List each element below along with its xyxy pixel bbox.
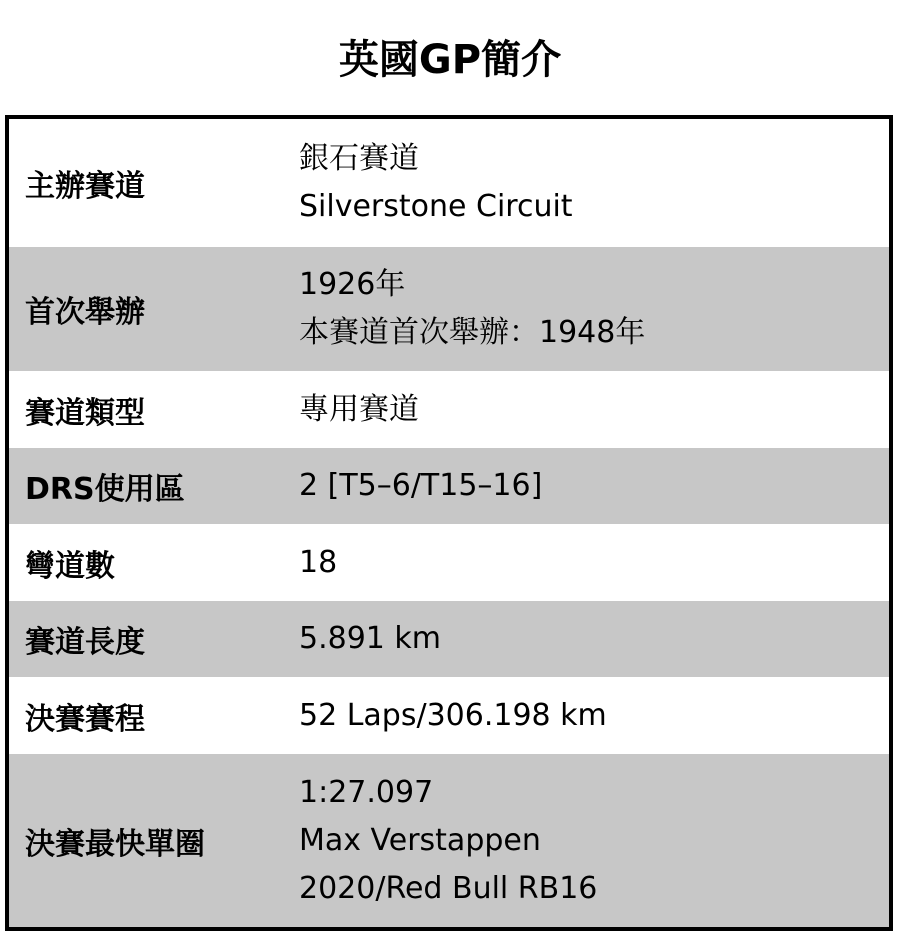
value-line: Max Verstappen	[299, 822, 541, 858]
row-value	[281, 615, 889, 663]
row-value	[281, 462, 889, 510]
value-line: 5.891 km	[299, 621, 442, 656]
value-line: 18	[299, 544, 338, 580]
value-line: 1:27.097	[299, 774, 434, 810]
row-label: 彎道數	[25, 548, 115, 584]
table-row-race-distance	[9, 677, 889, 754]
row-value	[281, 261, 889, 357]
table-row-corners	[9, 524, 889, 601]
row-label: 賽道長度	[25, 625, 145, 660]
row-label: 首次舉辦	[25, 295, 145, 330]
row-value	[281, 135, 889, 231]
table-row-circuit-length	[9, 601, 889, 677]
table-row-fastest-lap	[9, 754, 889, 927]
value-line: 本賽道首次舉辦：1948年	[299, 315, 646, 350]
table-row-drs-zones	[9, 448, 889, 524]
value-line: 2020/Red Bull RB16	[299, 870, 598, 906]
value-line: 1926年	[299, 267, 406, 302]
value-line: 銀石賽道	[299, 141, 419, 176]
page-title: 英國GP簡介	[338, 37, 562, 83]
row-label: 主辦賽道	[25, 169, 145, 204]
row-label: DRS使用區	[25, 472, 185, 507]
table-row-first-held	[9, 247, 889, 371]
value-line: 專用賽道	[299, 391, 419, 427]
value-line: 52 Laps/306.198 km	[299, 697, 607, 733]
row-value	[281, 539, 889, 587]
info-table	[5, 115, 893, 931]
table-row-circuit-type	[9, 371, 889, 448]
row-value	[281, 386, 889, 434]
value-line: 2 [T5–6/T15–16]	[299, 468, 543, 503]
row-label: 決賽最快單圈	[25, 826, 205, 862]
row-label: 賽道類型	[25, 395, 145, 431]
row-value	[281, 769, 889, 913]
row-label: 決賽賽程	[25, 701, 145, 737]
value-line: Silverstone Circuit	[299, 189, 573, 224]
row-value	[281, 692, 889, 740]
table-row-circuit	[9, 119, 889, 247]
